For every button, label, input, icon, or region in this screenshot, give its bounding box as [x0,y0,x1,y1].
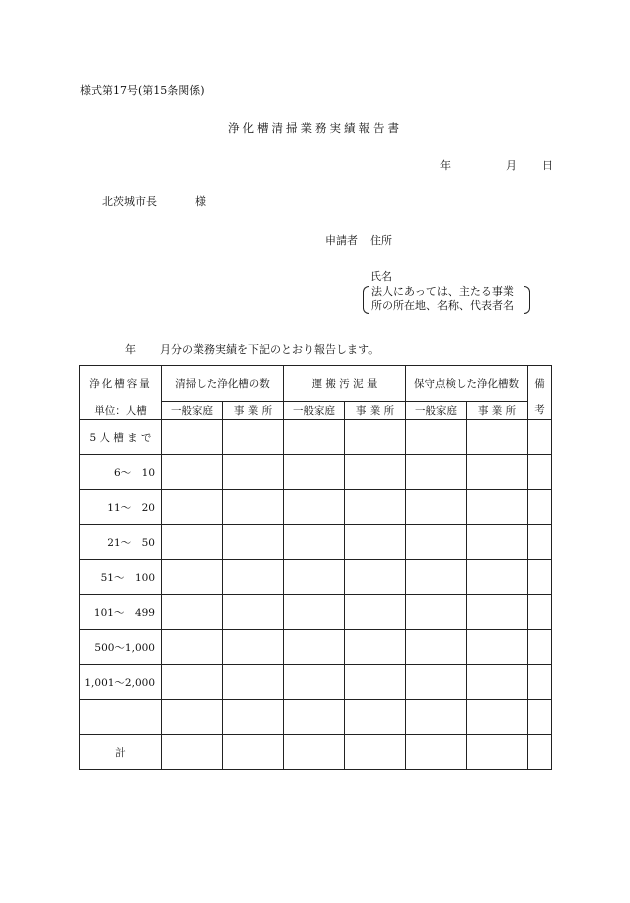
data-cell[interactable] [345,455,406,490]
sub-business: 事 業 所 [345,402,406,420]
table-row [80,595,552,630]
data-cell[interactable] [284,420,345,455]
data-cell[interactable] [345,595,406,630]
address-label: 住所 [370,234,392,247]
data-cell[interactable] [528,630,552,665]
header-capacity: 浄化槽容量 [80,366,162,402]
name-label: 氏名 [370,270,392,283]
date-day: 日 [542,159,553,172]
applicant-label: 申請者 [325,234,358,247]
header-remarks-1: 備 [528,366,552,402]
data-cell[interactable] [284,700,345,735]
data-cell[interactable] [162,595,223,630]
data-cell[interactable] [345,735,406,770]
data-cell[interactable] [223,525,284,560]
data-cell[interactable] [162,525,223,560]
intro-text: 月分の業務実績を下記のとおり報告します。 [160,343,380,356]
data-cell[interactable] [284,735,345,770]
data-cell[interactable] [223,420,284,455]
data-cell[interactable] [162,560,223,595]
subheader-row [80,402,552,420]
data-cell[interactable] [345,420,406,455]
header-maintenance: 保守点検した浄化槽数 [406,366,528,402]
data-cell[interactable] [223,490,284,525]
data-cell[interactable] [528,595,552,630]
capacity-cell: 5 人 槽 ま で [80,420,162,455]
table-row [80,560,552,595]
data-cell[interactable] [162,630,223,665]
sub-business: 事 業 所 [467,402,528,420]
data-cell[interactable] [406,560,467,595]
data-cell[interactable] [345,525,406,560]
table-row [80,665,552,700]
data-cell[interactable] [223,455,284,490]
left-bracket [363,286,369,314]
data-cell[interactable] [406,630,467,665]
data-cell[interactable] [284,455,345,490]
data-cell[interactable] [223,735,284,770]
sub-household: 一般家庭 [284,402,345,420]
form-number: 様式第17号(第15条関係) [80,84,205,97]
data-cell[interactable] [467,525,528,560]
table-row [80,490,552,525]
data-cell[interactable] [528,560,552,595]
data-cell[interactable] [528,525,552,560]
sub-household: 一般家庭 [162,402,223,420]
data-cell[interactable] [284,630,345,665]
capacity-cell: 1,001〜2,000 [80,665,162,700]
data-cell[interactable] [467,630,528,665]
table-row [80,700,552,735]
data-cell[interactable] [162,455,223,490]
data-cell[interactable] [162,665,223,700]
data-cell[interactable] [467,455,528,490]
date-line [440,157,553,173]
data-cell[interactable] [284,490,345,525]
corp-note-line-1: 法人にあっては、主たる事業 [371,285,514,298]
table-row [80,455,552,490]
data-cell[interactable] [223,595,284,630]
corp-note-line-2: 所の所在地、名称、代表者名 [371,299,514,312]
data-cell[interactable] [528,735,552,770]
header-sludge: 運 搬 汚 泥 量 [284,366,406,402]
data-cell[interactable] [406,490,467,525]
data-cell[interactable] [345,560,406,595]
data-cell[interactable] [528,700,552,735]
header-unit: 単位：人槽 [80,402,162,420]
intro-year: 年 [125,343,136,356]
capacity-cell: 101〜 499 [80,595,162,630]
data-cell[interactable] [162,735,223,770]
data-cell[interactable] [345,665,406,700]
date-year: 年 [440,159,451,172]
header-remarks-2: 考 [528,402,552,420]
report-table [79,365,552,770]
capacity-cell: 500〜1,000 [80,630,162,665]
addressee-honorific: 様 [195,195,206,208]
data-cell[interactable] [345,490,406,525]
data-cell[interactable] [406,525,467,560]
addressee-name: 北茨城市長 [102,195,157,208]
sub-business: 事 業 所 [223,402,284,420]
data-cell[interactable] [284,595,345,630]
table-row [80,525,552,560]
capacity-cell: 51〜 100 [80,560,162,595]
sub-household: 一般家庭 [406,402,467,420]
capacity-cell: 計 [80,735,162,770]
data-cell[interactable] [223,700,284,735]
data-cell[interactable] [467,665,528,700]
data-cell[interactable] [284,560,345,595]
header-row [80,366,552,402]
data-cell[interactable] [467,700,528,735]
data-cell[interactable] [467,560,528,595]
data-cell[interactable] [406,700,467,735]
date-month: 月 [506,159,517,172]
applicant-address-line [325,232,392,248]
capacity-cell: 11〜 20 [80,490,162,525]
data-cell[interactable] [406,735,467,770]
data-cell[interactable] [467,595,528,630]
data-cell[interactable] [223,560,284,595]
table-row [80,420,552,455]
data-cell[interactable] [528,490,552,525]
data-cell[interactable] [467,490,528,525]
capacity-cell: 6〜 10 [80,455,162,490]
table-row [80,735,552,770]
data-cell[interactable] [528,455,552,490]
data-cell[interactable] [528,420,552,455]
data-cell[interactable] [406,665,467,700]
capacity-cell: 21〜 50 [80,525,162,560]
data-cell[interactable] [284,665,345,700]
capacity-cell [80,700,162,735]
header-cleaned: 清掃した浄化槽の数 [162,366,284,402]
right-bracket [524,286,530,314]
data-cell[interactable] [284,525,345,560]
data-cell[interactable] [162,420,223,455]
data-cell[interactable] [162,700,223,735]
data-cell[interactable] [467,420,528,455]
data-cell[interactable] [406,595,467,630]
data-cell[interactable] [223,630,284,665]
data-cell[interactable] [467,735,528,770]
addressee [102,193,206,209]
data-cell[interactable] [345,700,406,735]
data-cell[interactable] [406,420,467,455]
data-cell[interactable] [223,665,284,700]
table-row [80,630,552,665]
data-cell[interactable] [162,490,223,525]
intro-sentence [125,341,379,357]
data-cell[interactable] [528,665,552,700]
data-cell[interactable] [406,455,467,490]
corporation-note [365,285,527,313]
data-cell[interactable] [345,630,406,665]
page-title: 浄化槽清掃業務実績報告書 [228,121,402,135]
